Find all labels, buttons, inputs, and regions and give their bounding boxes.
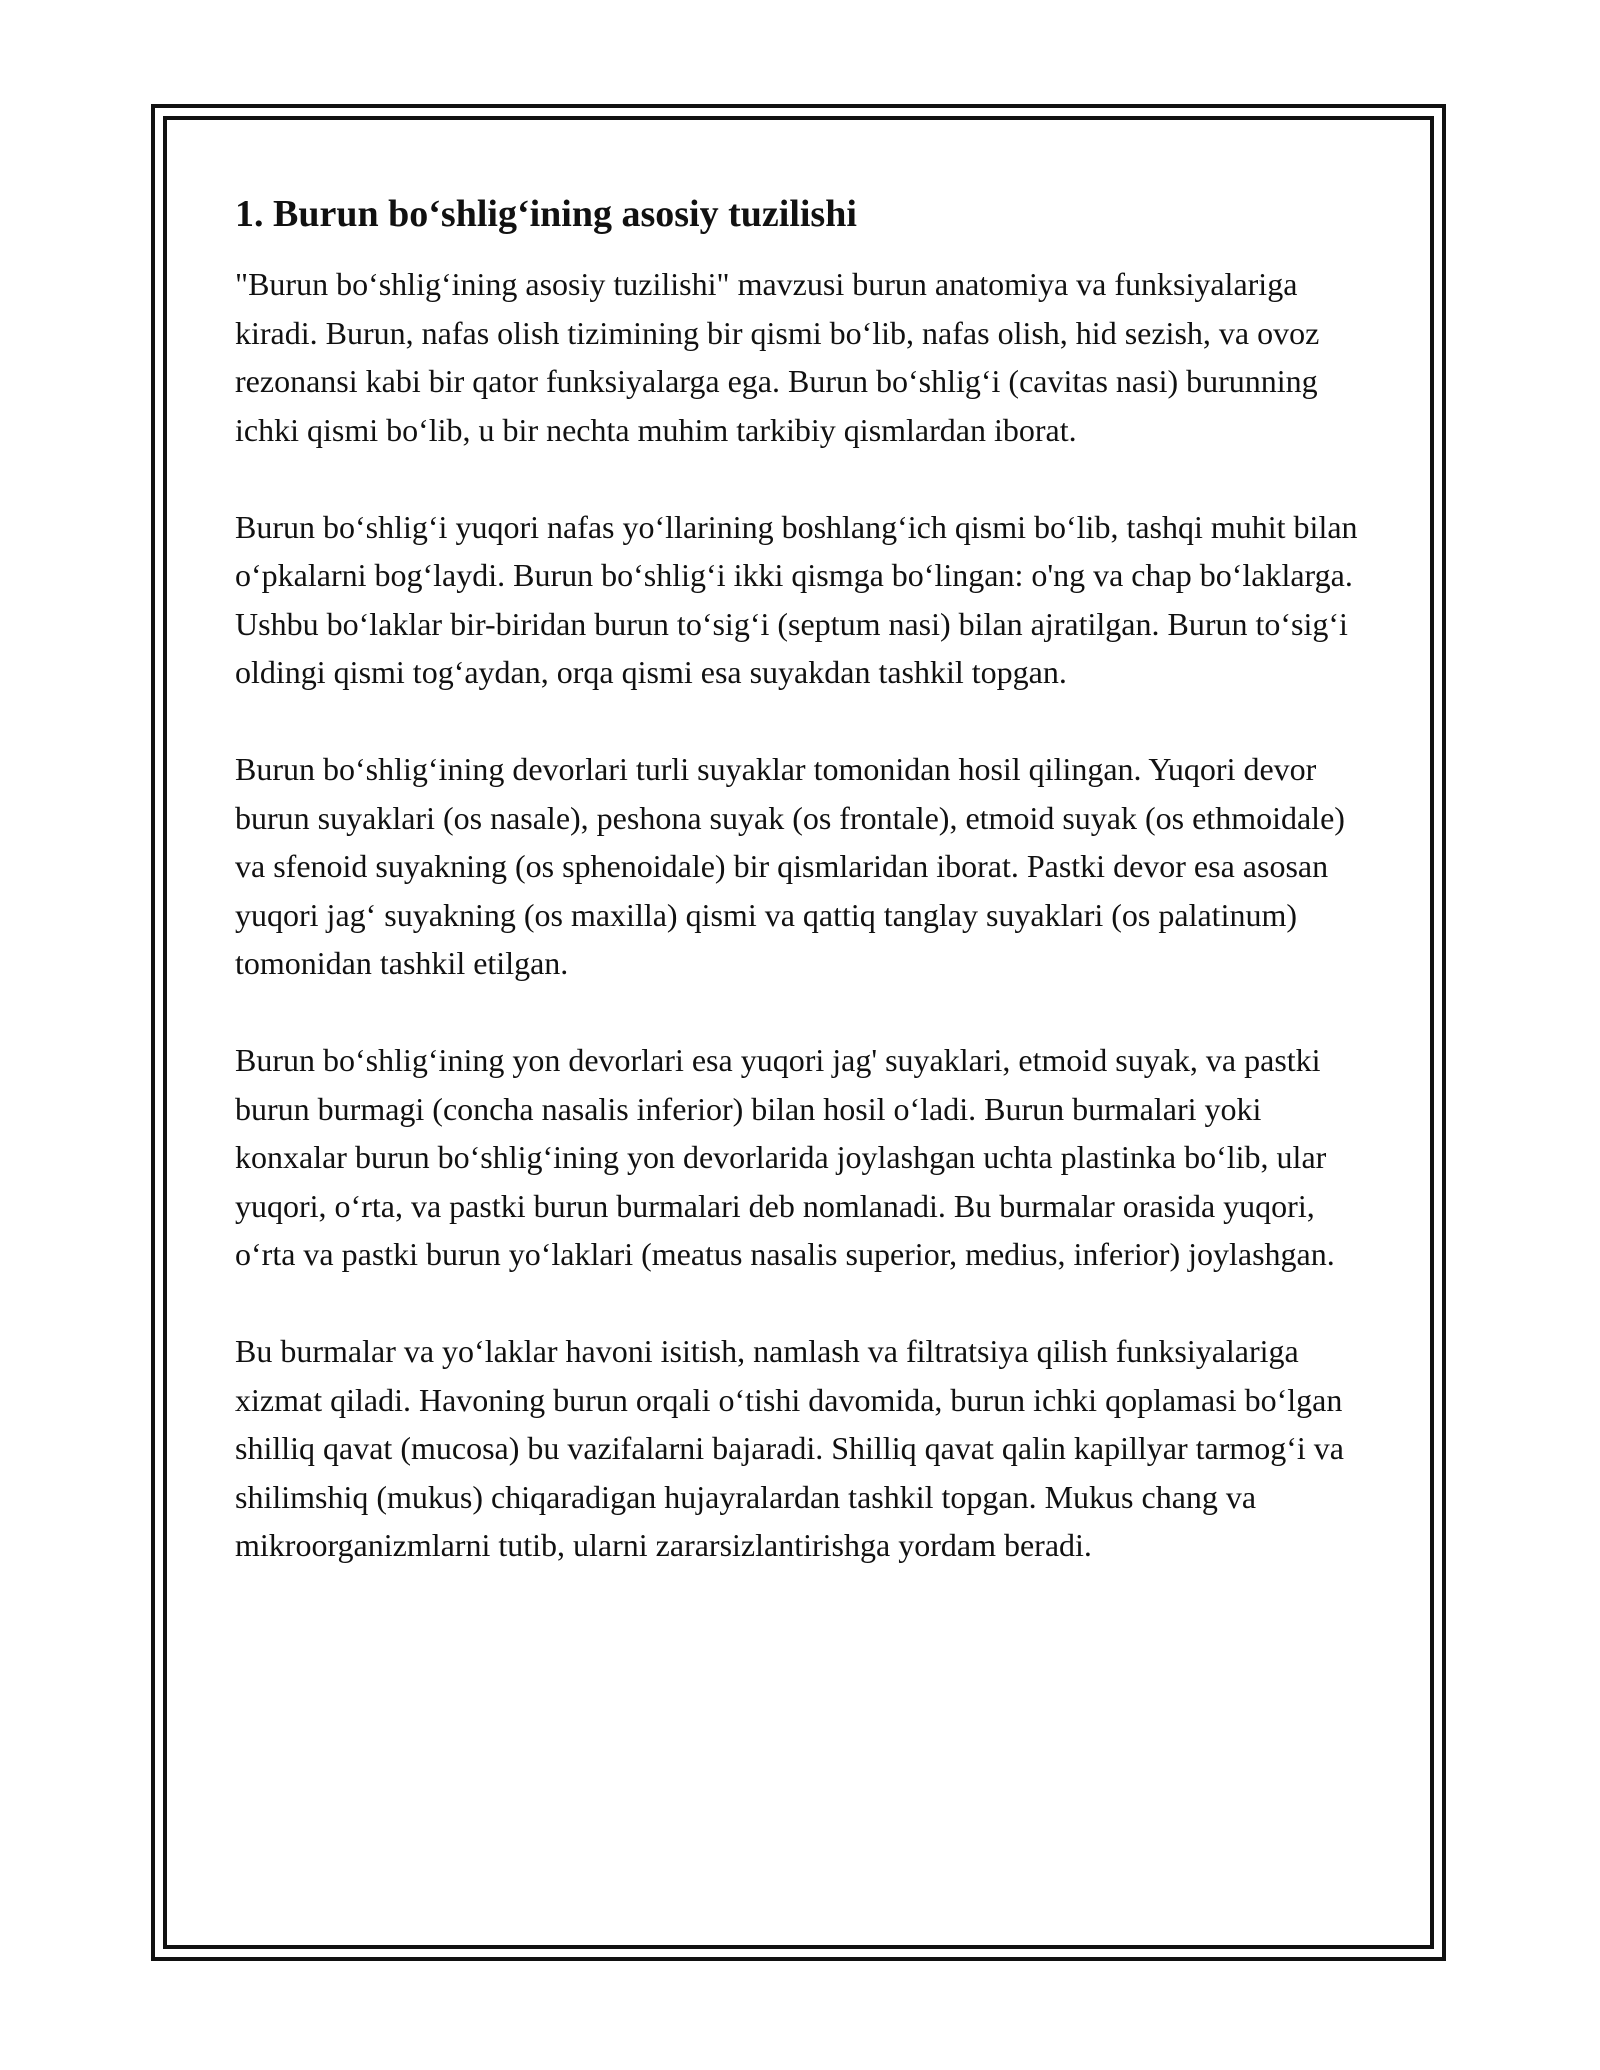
- paragraph-4: Burun bo‘shlig‘ining yon devorlari esa yuqori jag' suyaklari, etmoid suyak, va pastki burun burmagi (concha nasalis inferior) bilan hosil o‘ladi. Burun burmalari yoki konxalar burun bo‘shlig‘ining yon devorlarida joylashgan uchta plastinka bo‘lib, ular yuqori, o‘rta, va pastki burun burmalari deb nomlanadi. Bu burmalar orasida yuqori, o‘rta va pastki burun yo‘laklari (meatus nasalis superior, medius, inferior) joylashgan.: [235, 1042, 1335, 1272]
- paragraph-1: "Burun bo‘shlig‘ining asosiy tuzilishi" mavzusi burun anatomiya va funksiyalariga kiradi. Burun, nafas olish tizimining bir qismi bo‘lib, nafas olish, hid sezish, va ovoz rezonansi kabi bir qator funksiyalarga ega. Burun bo‘shlig‘i (cavitas nasi) burunning ichki qismi bo‘lib, u bir nechta muhim tarkibiy qismlardan iborat.: [235, 266, 1320, 448]
- paragraph-5: Bu burmalar va yo‘laklar havoni isitish, namlash va filtratsiya qilish funksiyalariga xizmat qiladi. Havoning burun orqali o‘tishi davomida, burun ichki qoplamasi bo‘lgan shilliq qavat (mucosa) bu vazifalarni bajaradi. Shilliq qavat qalin kapillyar tarmog‘i va shilimshiq (mukus) chiqaradigan hujayralardan tashkil topgan. Mukus chang va mikroorganizmlarni tutib, ularni zararsizlantirishga yordam beradi.: [235, 1333, 1344, 1563]
- section-title: 1. Burun bo‘shlig‘ining asosiy tuzilishi: [235, 193, 857, 235]
- document-content: [235, 190, 1365, 1618]
- paragraph-2: Burun bo‘shlig‘i yuqori nafas yo‘llarining boshlang‘ich qismi bo‘lib, tashqi muhit bilan o‘pkalarni bog‘laydi. Burun bo‘shlig‘i ikki qismga bo‘lingan: o'ng va chap bo‘laklarga. Ushbu bo‘laklar bir-biridan burun to‘sig‘i (septum nasi) bilan ajratilgan. Burun to‘sig‘i oldingi qismi tog‘aydan, orqa qismi esa suyakdan tashkil topgan.: [235, 508, 1358, 690]
- paragraph-3: Burun bo‘shlig‘ining devorlari turli suyaklar tomonidan hosil qilingan. Yuqori devor burun suyaklari (os nasale), peshona suyak (os frontale), etmoid suyak (os ethmoidale) va sfenoid suyakning (os sphenoidale) bir qismlaridan iborat. Pastki devor esa asosan yuqori jag‘ suyakning (os maxilla) qismi va qattiq tanglay suyaklari (os palatinum) tomonidan tashkil etilgan.: [235, 751, 1345, 981]
